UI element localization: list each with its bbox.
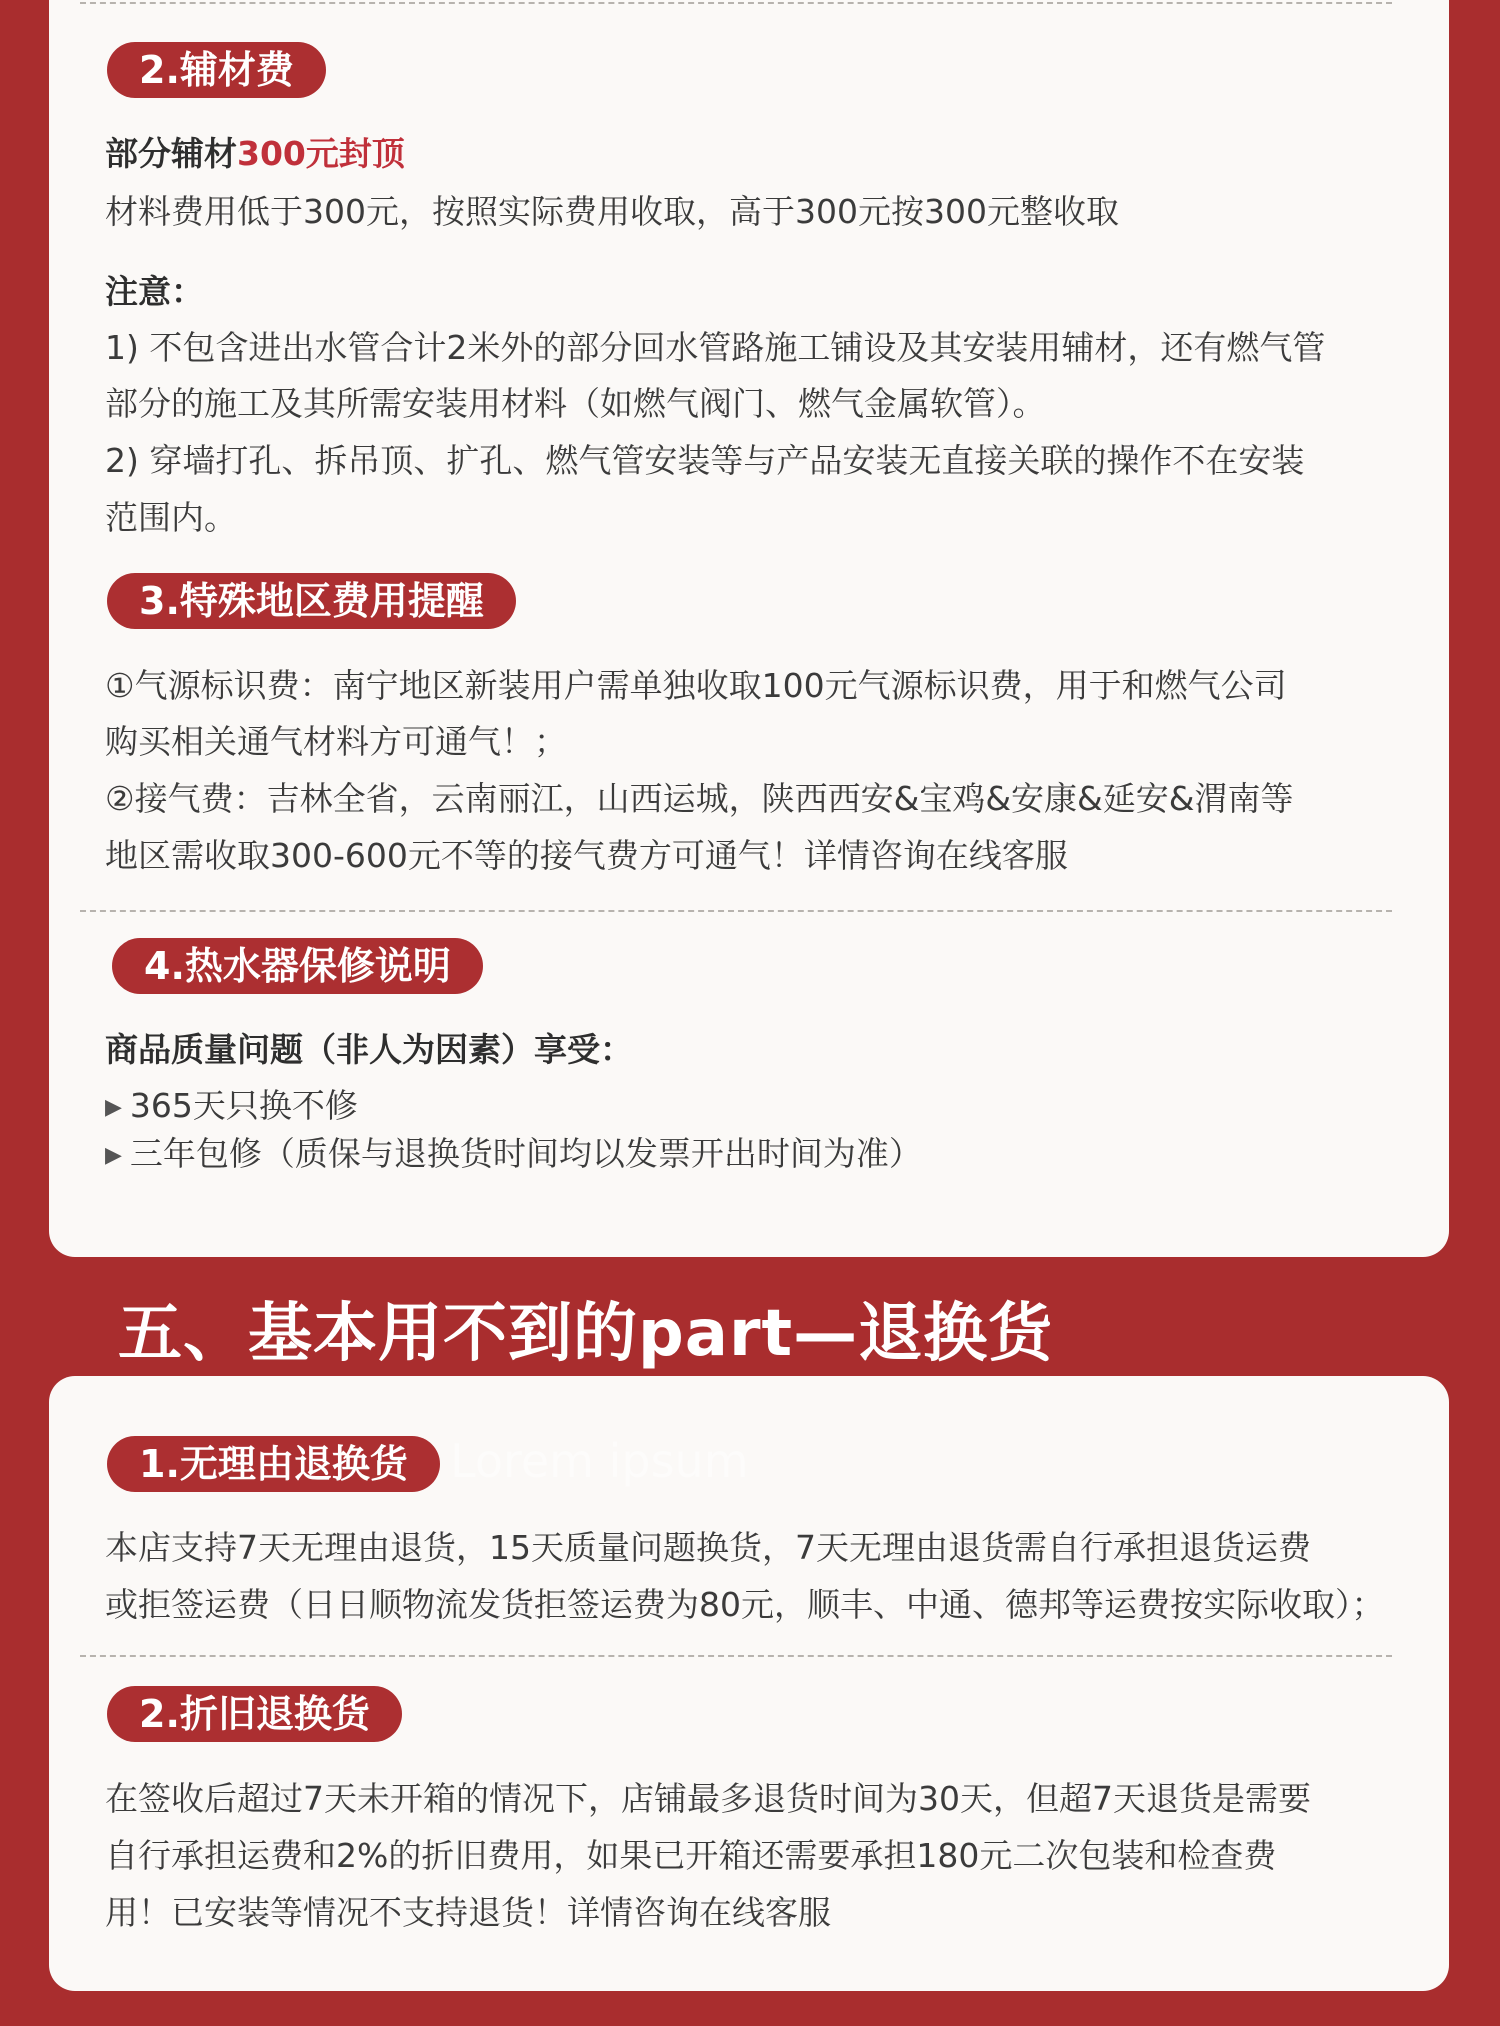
warranty-heading: 4.热水器保修说明 — [112, 938, 483, 994]
note-line: 范围内。 — [105, 498, 237, 537]
warranty-item: ▶ 365天只换不修 — [105, 1086, 358, 1125]
aux-fee-cap: 部分辅材300元封顶 — [105, 134, 405, 173]
warranty-item: ▶ 三年包修（质保与退换货时间均以发票开出时间为准） — [105, 1134, 922, 1173]
no-reason-line: 本店支持7天无理由退货，15天质量问题换货，7天无理由退货需自行承担退货运费 — [105, 1528, 1311, 1567]
warranty-intro: 商品质量问题（非人为因素）享受： — [105, 1030, 633, 1069]
depreciation-heading: 2.折旧退换货 — [107, 1686, 402, 1742]
special-area-line: ②接气费：吉林全省，云南丽江，山西运城，陕西西安&宝鸡&安康&延安&渭南等 — [105, 779, 1294, 818]
special-area-line: 地区需收取300-600元不等的接气费方可通气！详情咨询在线客服 — [105, 836, 1068, 875]
no-reason-heading: 1.无理由退换货 — [107, 1436, 440, 1492]
special-area-heading: 3.特殊地区费用提醒 — [107, 573, 516, 629]
no-reason-line: 或拒签运费（日日顺物流发货拒签运费为80元，顺丰、中通、德邦等运费按实际收取）； — [105, 1585, 1385, 1624]
special-area-line: ①气源标识费：南宁地区新装用户需单独收取100元气源标识费，用于和燃气公司 — [105, 666, 1287, 705]
section-title: 五、基本用不到的part—退换货 — [118, 1297, 1054, 1371]
depreciation-line: 用！已安装等情况不支持退货！详情咨询在线客服 — [105, 1893, 831, 1932]
divider — [80, 910, 1392, 912]
note-title: 注意： — [105, 272, 204, 311]
depreciation-line: 在签收后超过7天未开箱的情况下，店铺最多退货时间为30天，但超7天退货是需要 — [105, 1779, 1311, 1818]
note-line: 部分的施工及其所需安装用材料（如燃气阀门、燃气金属软管）。 — [105, 384, 1046, 423]
aux-fee-heading: 2.辅材费 — [107, 42, 326, 98]
aux-fee-desc: 材料费用低于300元，按照实际费用收取，高于300元按300元整收取 — [105, 192, 1119, 231]
divider — [80, 2, 1392, 4]
special-area-line: 购买相关通气材料方可通气！； — [105, 722, 567, 761]
divider — [80, 1655, 1392, 1657]
watermark: Lorem ipsum — [450, 1434, 749, 1488]
note-line: 1) 不包含进出水管合计2米外的部分回水管路施工铺设及其安装用辅材，还有燃气管 — [105, 328, 1326, 367]
depreciation-line: 自行承担运费和2%的折旧费用，如果已开箱还需要承担180元二次包装和检查费 — [105, 1836, 1277, 1875]
note-line: 2) 穿墙打孔、拆吊顶、扩孔、燃气管安装等与产品安装无直接关联的操作不在安装 — [105, 441, 1305, 480]
triangle-bullet-icon: ▶ — [105, 1095, 122, 1120]
triangle-bullet-icon: ▶ — [105, 1143, 122, 1168]
